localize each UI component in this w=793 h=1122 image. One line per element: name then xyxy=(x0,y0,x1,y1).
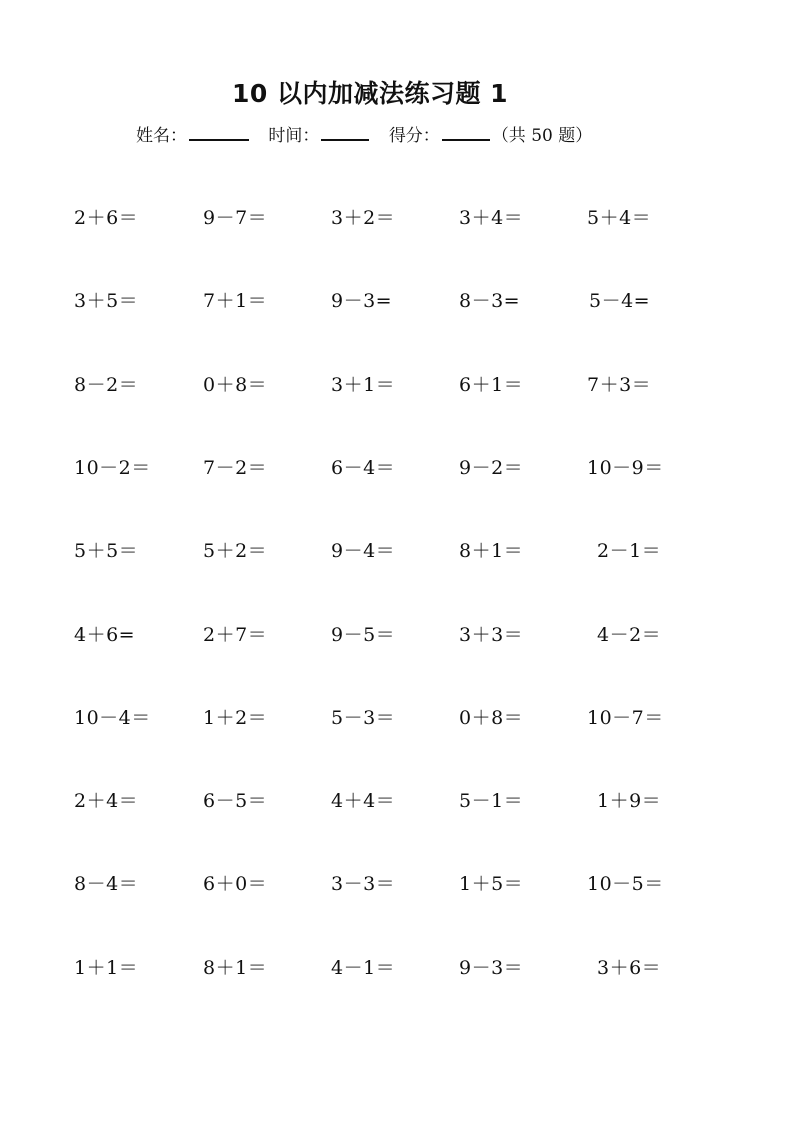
time-blank[interactable] xyxy=(321,124,369,141)
score-label: 得分： xyxy=(388,126,440,146)
problem-item: 5－3＝ xyxy=(331,707,396,729)
problem-item: 3＋6＝ xyxy=(597,957,662,979)
problem-item: 6－5＝ xyxy=(203,790,268,812)
student-info-line xyxy=(136,121,592,146)
problem-item: 8－4＝ xyxy=(74,873,139,895)
problem-item: 7＋1＝ xyxy=(203,290,268,312)
problem-item: 10－7＝ xyxy=(587,707,664,729)
problem-item: 8＋1＝ xyxy=(203,957,268,979)
problem-item: 1＋9＝ xyxy=(597,790,662,812)
problem-item: 1＋5＝ xyxy=(459,873,524,895)
problem-item: 9－5＝ xyxy=(331,624,396,646)
problem-item: 9－3= xyxy=(331,290,393,312)
problem-item: 4－2＝ xyxy=(597,624,662,646)
problem-item: 5－4= xyxy=(589,290,651,312)
problem-item: 10－9＝ xyxy=(587,457,664,479)
problem-item: 3＋4＝ xyxy=(459,207,524,229)
problem-item: 2＋7＝ xyxy=(203,624,268,646)
page-title: 10 以内加减法练习题 1 xyxy=(231,79,509,108)
problem-item: 10－2＝ xyxy=(74,457,151,479)
time-label: 时间： xyxy=(268,126,320,146)
problem-item: 3＋5＝ xyxy=(74,290,139,312)
problem-item: 4＋6= xyxy=(74,624,136,646)
total-note: （共 50 题） xyxy=(491,126,593,146)
problem-item: 8＋1＝ xyxy=(459,540,524,562)
problem-item: 5＋5＝ xyxy=(74,540,139,562)
score-blank[interactable] xyxy=(442,124,490,141)
problem-item: 2＋6＝ xyxy=(74,207,139,229)
problem-item: 3＋3＝ xyxy=(459,624,524,646)
problem-item: 3＋1＝ xyxy=(331,374,396,396)
problem-item: 0＋8＝ xyxy=(459,707,524,729)
problem-item: 8－2＝ xyxy=(74,374,139,396)
problem-item: 7－2＝ xyxy=(203,457,268,479)
problem-item: 6＋0＝ xyxy=(203,873,268,895)
name-blank[interactable] xyxy=(189,124,249,141)
problem-item: 7＋3＝ xyxy=(587,374,652,396)
problem-item: 9－4＝ xyxy=(331,540,396,562)
problem-item: 9－2＝ xyxy=(459,457,524,479)
problem-item: 0＋8＝ xyxy=(203,374,268,396)
problem-item: 8－3= xyxy=(459,290,521,312)
name-label: 姓名： xyxy=(136,126,187,146)
problem-item: 10－5＝ xyxy=(587,873,664,895)
problem-item: 5＋2＝ xyxy=(203,540,268,562)
problem-item: 1＋2＝ xyxy=(203,707,268,729)
problem-item: 1＋1＝ xyxy=(74,957,139,979)
problem-item: 3＋2＝ xyxy=(331,207,396,229)
problem-item: 2＋4＝ xyxy=(74,790,139,812)
problem-item: 4＋4＝ xyxy=(331,790,396,812)
problem-item: 9－3＝ xyxy=(459,957,524,979)
problem-item: 5＋4＝ xyxy=(587,207,652,229)
problem-item: 10－4＝ xyxy=(74,707,151,729)
problem-item: 6＋1＝ xyxy=(459,374,524,396)
problem-item: 4－1＝ xyxy=(331,957,396,979)
problem-item: 6－4＝ xyxy=(331,457,396,479)
problem-item: 2－1＝ xyxy=(597,540,662,562)
problem-item: 5－1＝ xyxy=(459,790,524,812)
problem-item: 9－7＝ xyxy=(203,207,268,229)
problem-item: 3－3＝ xyxy=(331,873,396,895)
